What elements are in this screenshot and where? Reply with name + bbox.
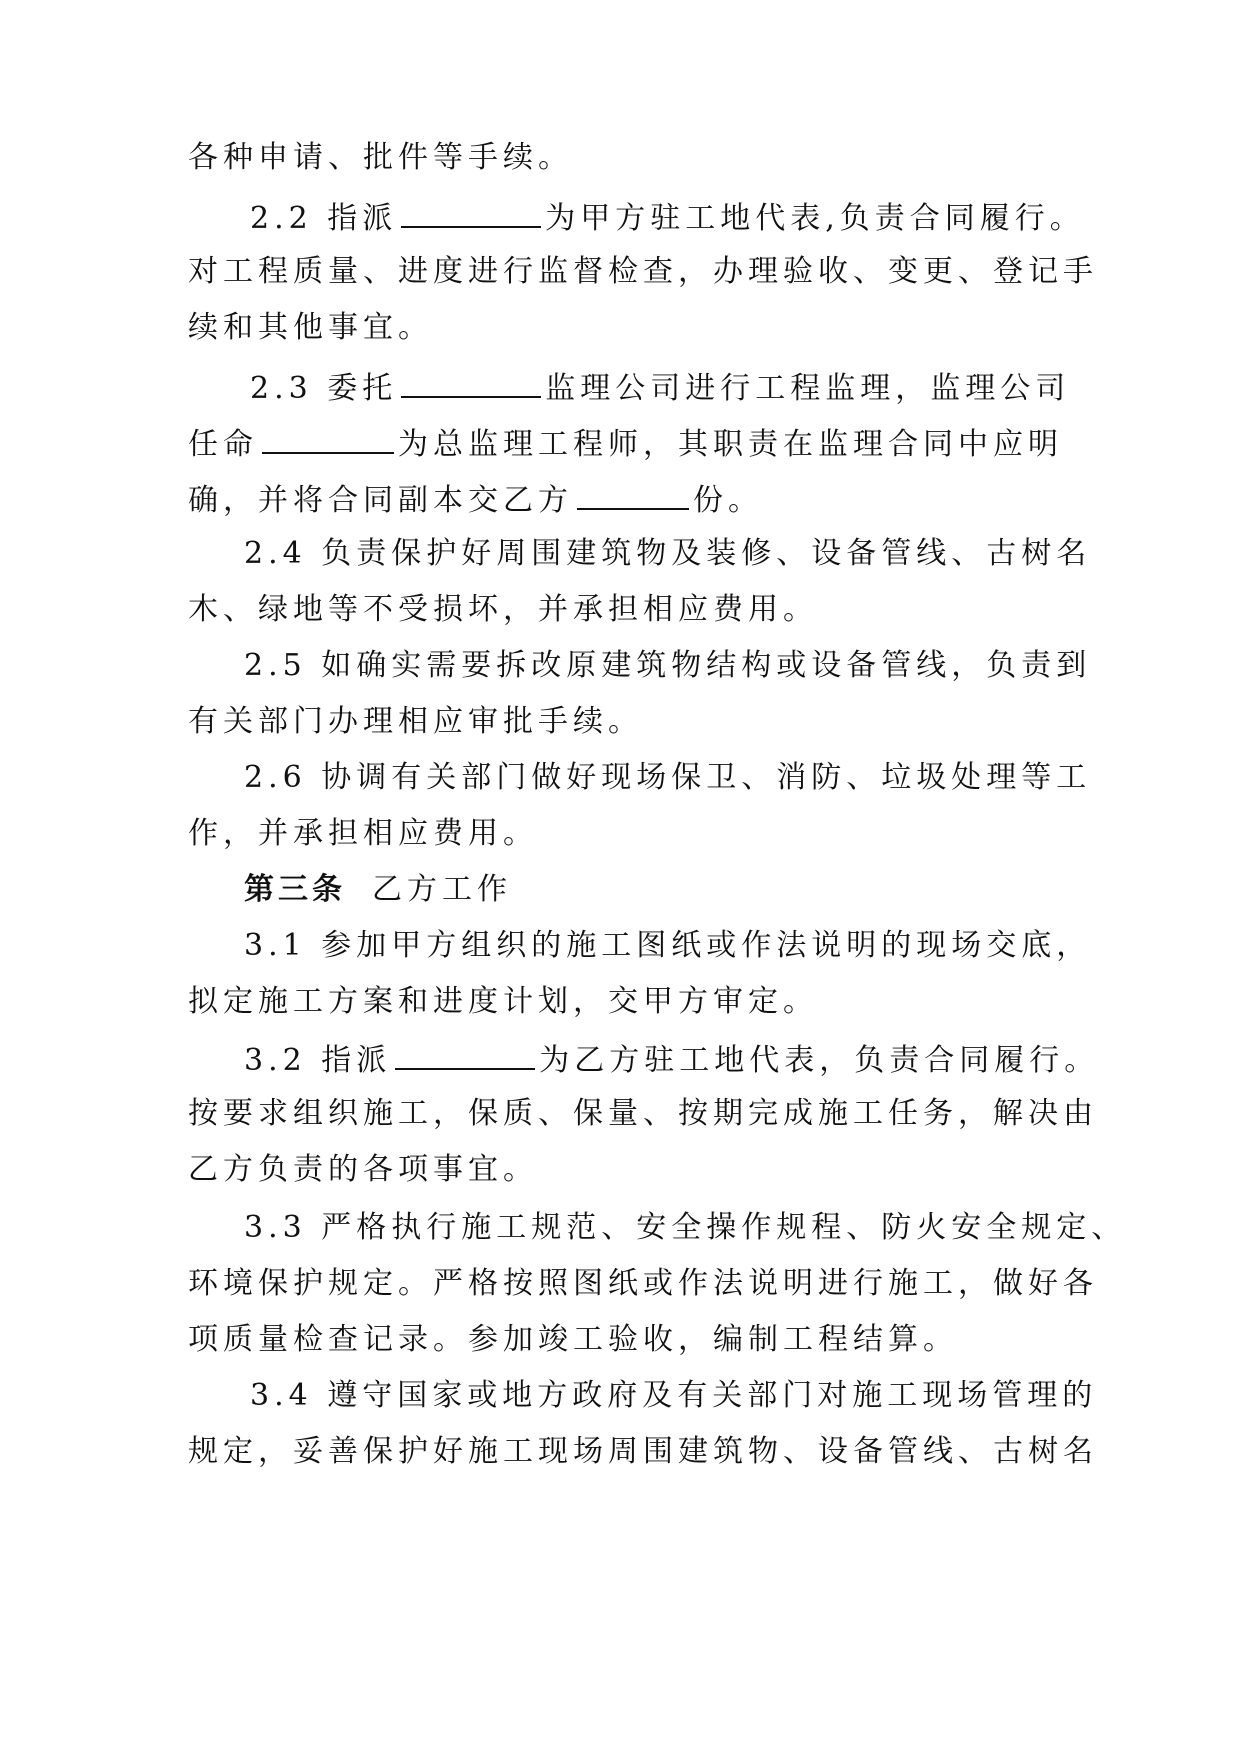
clause-2-6: 2.6 协调有关部门做好现场保卫、消防、垃圾处理等工: [244, 760, 1092, 795]
text-line: 续和其他事宜。: [188, 310, 433, 345]
clause-2-5: 2.5 如确实需要拆改原建筑物结构或设备管线，负责到: [244, 648, 1092, 683]
clause-3-1: 3.1 参加甲方组织的施工图纸或作法说明的现场交底，: [244, 928, 1092, 963]
blank-field: [262, 420, 394, 454]
clause-2-2: [250, 194, 1085, 241]
clause-3-3: 3.3 严格执行施工规范、安全操作规程、防火安全规定、: [244, 1210, 1127, 1245]
line-text: 确，并将合同副本交乙方: [188, 483, 573, 518]
clause-3-2: [244, 1036, 1099, 1083]
article-title: 乙方工作: [372, 872, 512, 907]
blank-field: [401, 364, 541, 398]
blank-field: [401, 194, 541, 228]
text-line: 作，并承担相应费用。: [188, 816, 538, 851]
blank-field: [577, 476, 689, 510]
line-text: 任命: [188, 427, 258, 462]
clause-2-3: [250, 364, 1070, 411]
clause-2-3-continued: [188, 420, 1063, 467]
text-line: 木、绿地等不受损坏，并承担相应费用。: [188, 592, 818, 627]
text-line: 有关部门办理相应审批手续。: [188, 704, 643, 739]
line-text: 为乙方驻工地代表，负责合同履行。: [539, 1043, 1100, 1078]
line-text: 2.2 指派: [250, 201, 398, 236]
clause-2-4: 2.4 负责保护好周围建筑物及装修、设备管线、古树名: [244, 536, 1092, 571]
line-text: 3.2 指派: [244, 1043, 392, 1078]
text-line: 拟定施工方案和进度计划，交甲方审定。: [188, 984, 818, 1019]
text-line: 按要求组织施工，保质、保量、按期完成施工任务，解决由: [188, 1096, 1098, 1131]
clause-3-4: 3.4 遵守国家或地方政府及有关部门对施工现场管理的: [250, 1378, 1098, 1413]
text-line: 对工程质量、进度进行监督检查，办理验收、变更、登记手: [188, 254, 1098, 289]
clause-2-3-end: [188, 476, 763, 523]
text-line: 各种申请、批件等手续。: [188, 140, 573, 175]
blank-field: [395, 1036, 535, 1070]
text-line: 乙方负责的各项事宜。: [188, 1152, 538, 1187]
line-text: 为甲方驻工地代表,负责合同履行。: [545, 201, 1085, 236]
line-text: 2.3 委托: [250, 371, 398, 406]
line-text: 为总监理工程师，其职责在监理合同中应明: [398, 427, 1063, 462]
line-text: 份。: [693, 483, 763, 518]
text-line: 环境保护规定。严格按照图纸或作法说明进行施工，做好各: [188, 1266, 1098, 1301]
article-number: 第三条: [244, 872, 346, 907]
line-text: 监理公司进行工程监理，监理公司: [545, 371, 1071, 406]
article-3-heading: [244, 868, 512, 912]
text-line: 项质量检查记录。参加竣工验收，编制工程结算。: [188, 1322, 958, 1357]
text-line: 规定，妥善保护好施工现场周围建筑物、设备管线、古树名: [188, 1434, 1098, 1469]
